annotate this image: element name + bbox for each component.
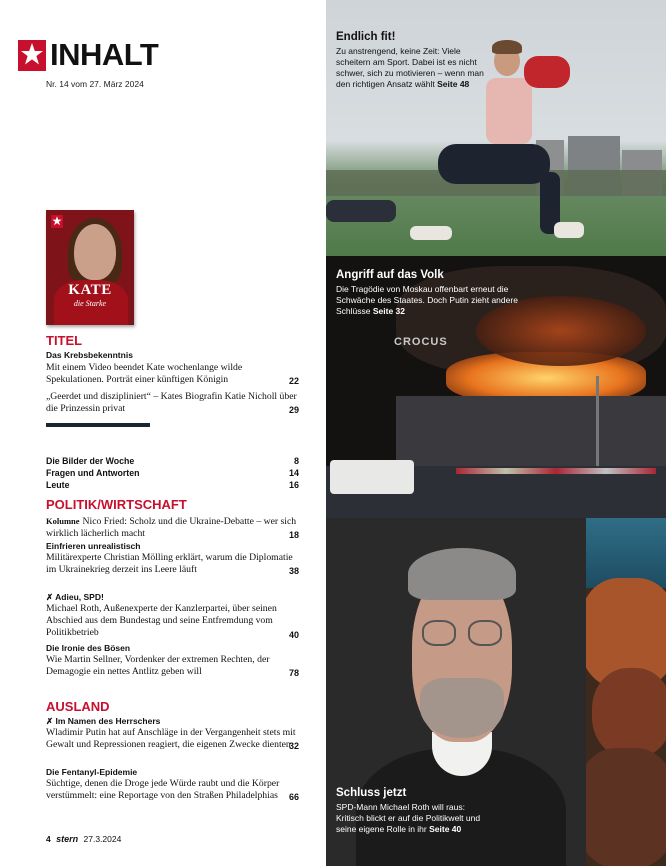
toc-entry-kolumne[interactable] [46,515,298,540]
photo-michael-roth[interactable] [326,518,586,866]
athlete-shoe [410,226,452,240]
cover-portrait-face [74,224,116,280]
page-title: INHALT [50,37,159,72]
photo-crocus-fire[interactable] [326,256,666,518]
toc-page-number: 38 [288,566,299,577]
toc-entry-label: Fragen und Antworten [46,468,140,478]
stern-logo-icon [51,215,63,228]
caption-headline: Endlich fit! [336,31,396,43]
photo-fitness[interactable] [326,0,666,256]
footer-date: 27.3.2024 [83,834,122,844]
glasses-icon [422,620,456,646]
footer-page-number: 4 [46,834,51,844]
toc-page-number: 40 [288,629,299,640]
toc-entry-namen-des-herrschers[interactable] [46,716,298,751]
issue-date: Nr. 14 vom 27. März 2024 [46,79,144,89]
portrait-beard [420,678,504,738]
toc-entry-label: Leute [46,480,70,490]
caption-text: SPD-Mann Michael Roth will raus: Kritisch blickt er auf die Politikwelt und seine eigene Rolle in ihr [336,802,481,834]
building-facade [396,396,666,470]
caption-headline: Angriff auf das Volk [336,269,444,281]
toc-kicker-krebsbekenntnis [46,350,298,361]
stern-logo-icon [18,40,46,71]
toc-entry-text: „Geerdet und diszipliniert“ – Kates Biografin Katie Nicholl über die Prinzessin privat [46,391,297,415]
toc-page-number: 14 [288,468,299,478]
toc-entry-text: Wie Martin Sellner, Vordenker der extremen Rechten, der Demagogie ein nettes Antlitz geben will [46,654,270,678]
toc-entry-fragen-und-antworten[interactable] [46,467,298,479]
toc-kicker: Einfrieren unrealistisch [46,541,141,551]
cover-subtitle: die Starke [73,299,107,308]
magazine-cover-thumbnail[interactable] [46,210,134,325]
section-heading-ausland: AUSLAND [46,699,110,714]
coral-shape [586,748,666,866]
glasses-icon [468,620,502,646]
toc-page-number: 29 [288,405,299,416]
caption-page-ref: Seite 48 [437,79,470,89]
toc-entry-adieu-spd[interactable] [46,592,298,640]
cover-title: KATE [68,282,112,298]
athlete-legs [438,144,550,184]
toc-page-number: 22 [288,376,299,387]
sandbag [524,56,570,88]
toc-kicker: ✗ Im Namen des Herrschers [46,716,161,726]
toc-page-number: 18 [288,530,299,541]
toc-entry-text: Wladimir Putin hat auf Anschläge in der Vergangenheit stets mit Gewalt und Repressionen reagiert, die eigenen Zwecke dienten [46,727,296,751]
caption-roth [336,786,486,835]
toc-page-number: 66 [288,792,299,803]
toc-entry-label: Die Bilder der Woche [46,456,135,466]
toc-entry-text: Süchtige, denen die Droge jede Würde raubt und die Körper verstümmelt: eine Reportage von den Straßen Philadelphias [46,778,280,802]
white-van [330,460,414,494]
toc-entry-ironie-des-boesen[interactable] [46,643,298,678]
toc-kicker: Die Ironie des Bösen [46,643,131,653]
footer-brand: stern [56,834,79,844]
caption-text: Zu anstrengend, keine Zeit: Viele scheitern am Sport. Dabei ist es nicht schwer, sich zu motivieren – wenn man den richtigen Ansatz wählt [336,46,484,89]
section-heading-titel: TITEL [46,333,83,348]
toc-kicker: Die Fentanyl-Epidemie [46,767,138,777]
toc-entry-leute[interactable] [46,479,298,491]
toc-entry-text: Nico Fried: Scholz und die Ukraine-Debatte – wer sich wirklich lächerlich macht [46,516,297,540]
toc-entry-text: Mit einem Video beendet Kate wochenlange wilde Spekulationen. Porträt einer künftigen Königin [46,362,243,386]
caption-crocus [336,268,536,317]
section-heading-politik: POLITIK/WIRTSCHAFT [46,497,187,512]
caption-page-ref: Seite 40 [429,824,462,834]
toc-entry-einfrieren[interactable] [46,541,298,576]
coral-shape [592,668,666,758]
table-of-contents [0,0,326,866]
toc-kicker: ✗ Adieu, SPD! [46,592,104,602]
toc-kicker: Kolumne [46,516,80,526]
emergency-lights [456,468,656,474]
page-footer [46,834,121,844]
toc-page-number: 78 [288,668,299,679]
caption-headline: Schluss jetzt [336,787,407,799]
street-lamp [596,376,599,466]
caption-page-ref: Seite 32 [372,306,406,316]
toc-page-number: 16 [288,480,299,490]
caption-text: Die Tragödie von Moskau offenbart erneut die Schwäche des Staates. Doch Putin zieht andere Schlüsse [336,284,518,316]
toc-page-number: 32 [288,741,299,752]
athlete-shoe [554,222,584,238]
section-divider [46,423,150,427]
toc-entry-kate-biografin[interactable] [46,391,298,415]
toc-entry-text: Michael Roth, Außenexperte der Kanzlerpartei, über seinen Abschied aus dem Bundestag und seine Entfremdung vom Politikbetrieb [46,603,277,639]
toc-entry-text: Militärexperte Christian Mölling erklärt, warum die Diplomatie im Ukrainekrieg derzeit ins Leere läuft [46,552,293,576]
second-person-leg [326,200,396,222]
toc-page-number: 8 [293,456,299,466]
toc-kicker: Das Krebsbekenntnis [46,350,133,360]
caption-fitness [336,30,496,90]
toc-entry-fentanyl[interactable] [46,767,298,802]
building-sign: CROCUS [394,336,448,348]
toc-entry-bilder-der-woche[interactable] [46,455,298,467]
portrait-hair [408,548,516,600]
photo-coral-reef[interactable] [586,518,666,866]
athlete-hair [492,40,522,54]
toc-entry-kate-portrait[interactable] [46,362,298,386]
